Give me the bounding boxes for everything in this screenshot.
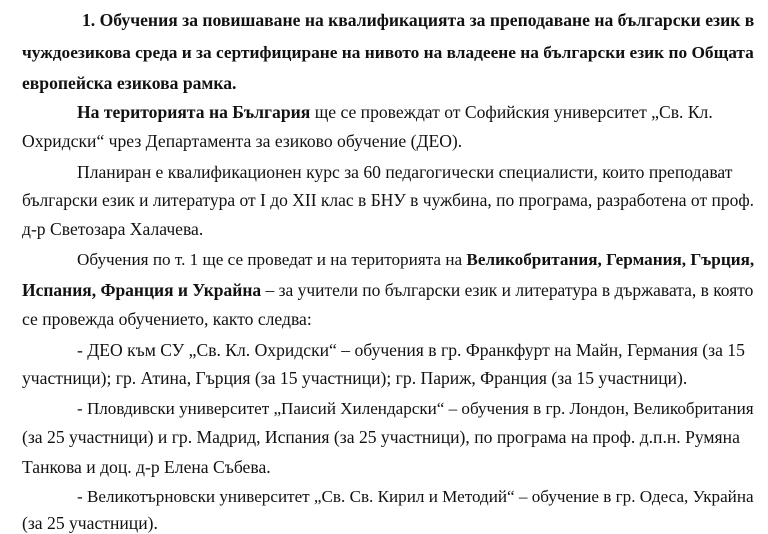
paragraph-3-line-1-text: Обучения по т. 1 ще се проведат и на територията на [77, 250, 463, 269]
paragraph-2-line-1: Планиран е квалификационен курс за 60 педагогически специалисти, които преподават [77, 162, 733, 182]
paragraph-2-line-2: български език и литература от I до XII клас в БНУ в чужбина, по програма, разработена от проф. [22, 190, 755, 210]
paragraph-3-line-2 [22, 279, 753, 301]
list-item-1-line-2: участници); гр. Атина, Гърция (за 15 участници); гр. Париж, Франция (за 15 участници). [22, 368, 688, 388]
paragraph-3-line-1 [77, 249, 754, 271]
paragraph-1-line-1 [77, 101, 713, 123]
paragraph-3-line-2-text: – за учители по български език и литература в държавата, в която [265, 280, 754, 300]
section-heading-line-3: европейска езикова рамка. [22, 73, 237, 93]
paragraph-1-line-2: Охридски“ чрез Департамента за езиково обучение (ДЕО). [22, 131, 463, 151]
list-item-2-line-3: Танкова и доц. д-р Елена Събева. [22, 457, 271, 477]
section-heading-line-1: 1. Обучения за повишаване на квалификацията за преподаване на български език в [82, 10, 755, 30]
list-item-3-line-1: - Великотърновски университет „Св. Св. Кирил и Методий“ – обучение в гр. Одеса, Украйна [77, 487, 754, 506]
paragraph-1-line-1-text: ще се провеждат от Софийския университет „Св. Кл. [314, 102, 713, 122]
paragraph-2-line-3: д-р Светозара Халачева. [22, 219, 204, 239]
list-item-3-line-2: (за 25 участници). [22, 513, 158, 533]
list-item-2-line-1: - Пловдивски университет „Паисий Хилендарски“ – обучения в гр. Лондон, Великобритания [77, 399, 754, 418]
list-item-2-line-2: (за 25 участници) и гр. Мадрид, Испания (за 25 участници), по програма на проф. д.п.н. Румяна [22, 427, 740, 447]
bulgaria-territory-bold: На територията на България [77, 102, 311, 122]
section-heading-line-2: чуждоезикова среда и за сертифициране на нивото на владеене на български език по Общата [22, 43, 754, 62]
paragraph-3-line-3: се провежда обучението, както следва: [22, 309, 312, 329]
list-item-1-line-1: - ДЕО към СУ „Св. Кл. Охридски“ – обучения в гр. Франкфурт на Майн, Германия (за 15 [77, 340, 745, 360]
countries-bold-1: Великобритания, Германия, Гърция, [466, 250, 755, 269]
countries-bold-2: Испания, Франция и Украйна [22, 280, 262, 300]
